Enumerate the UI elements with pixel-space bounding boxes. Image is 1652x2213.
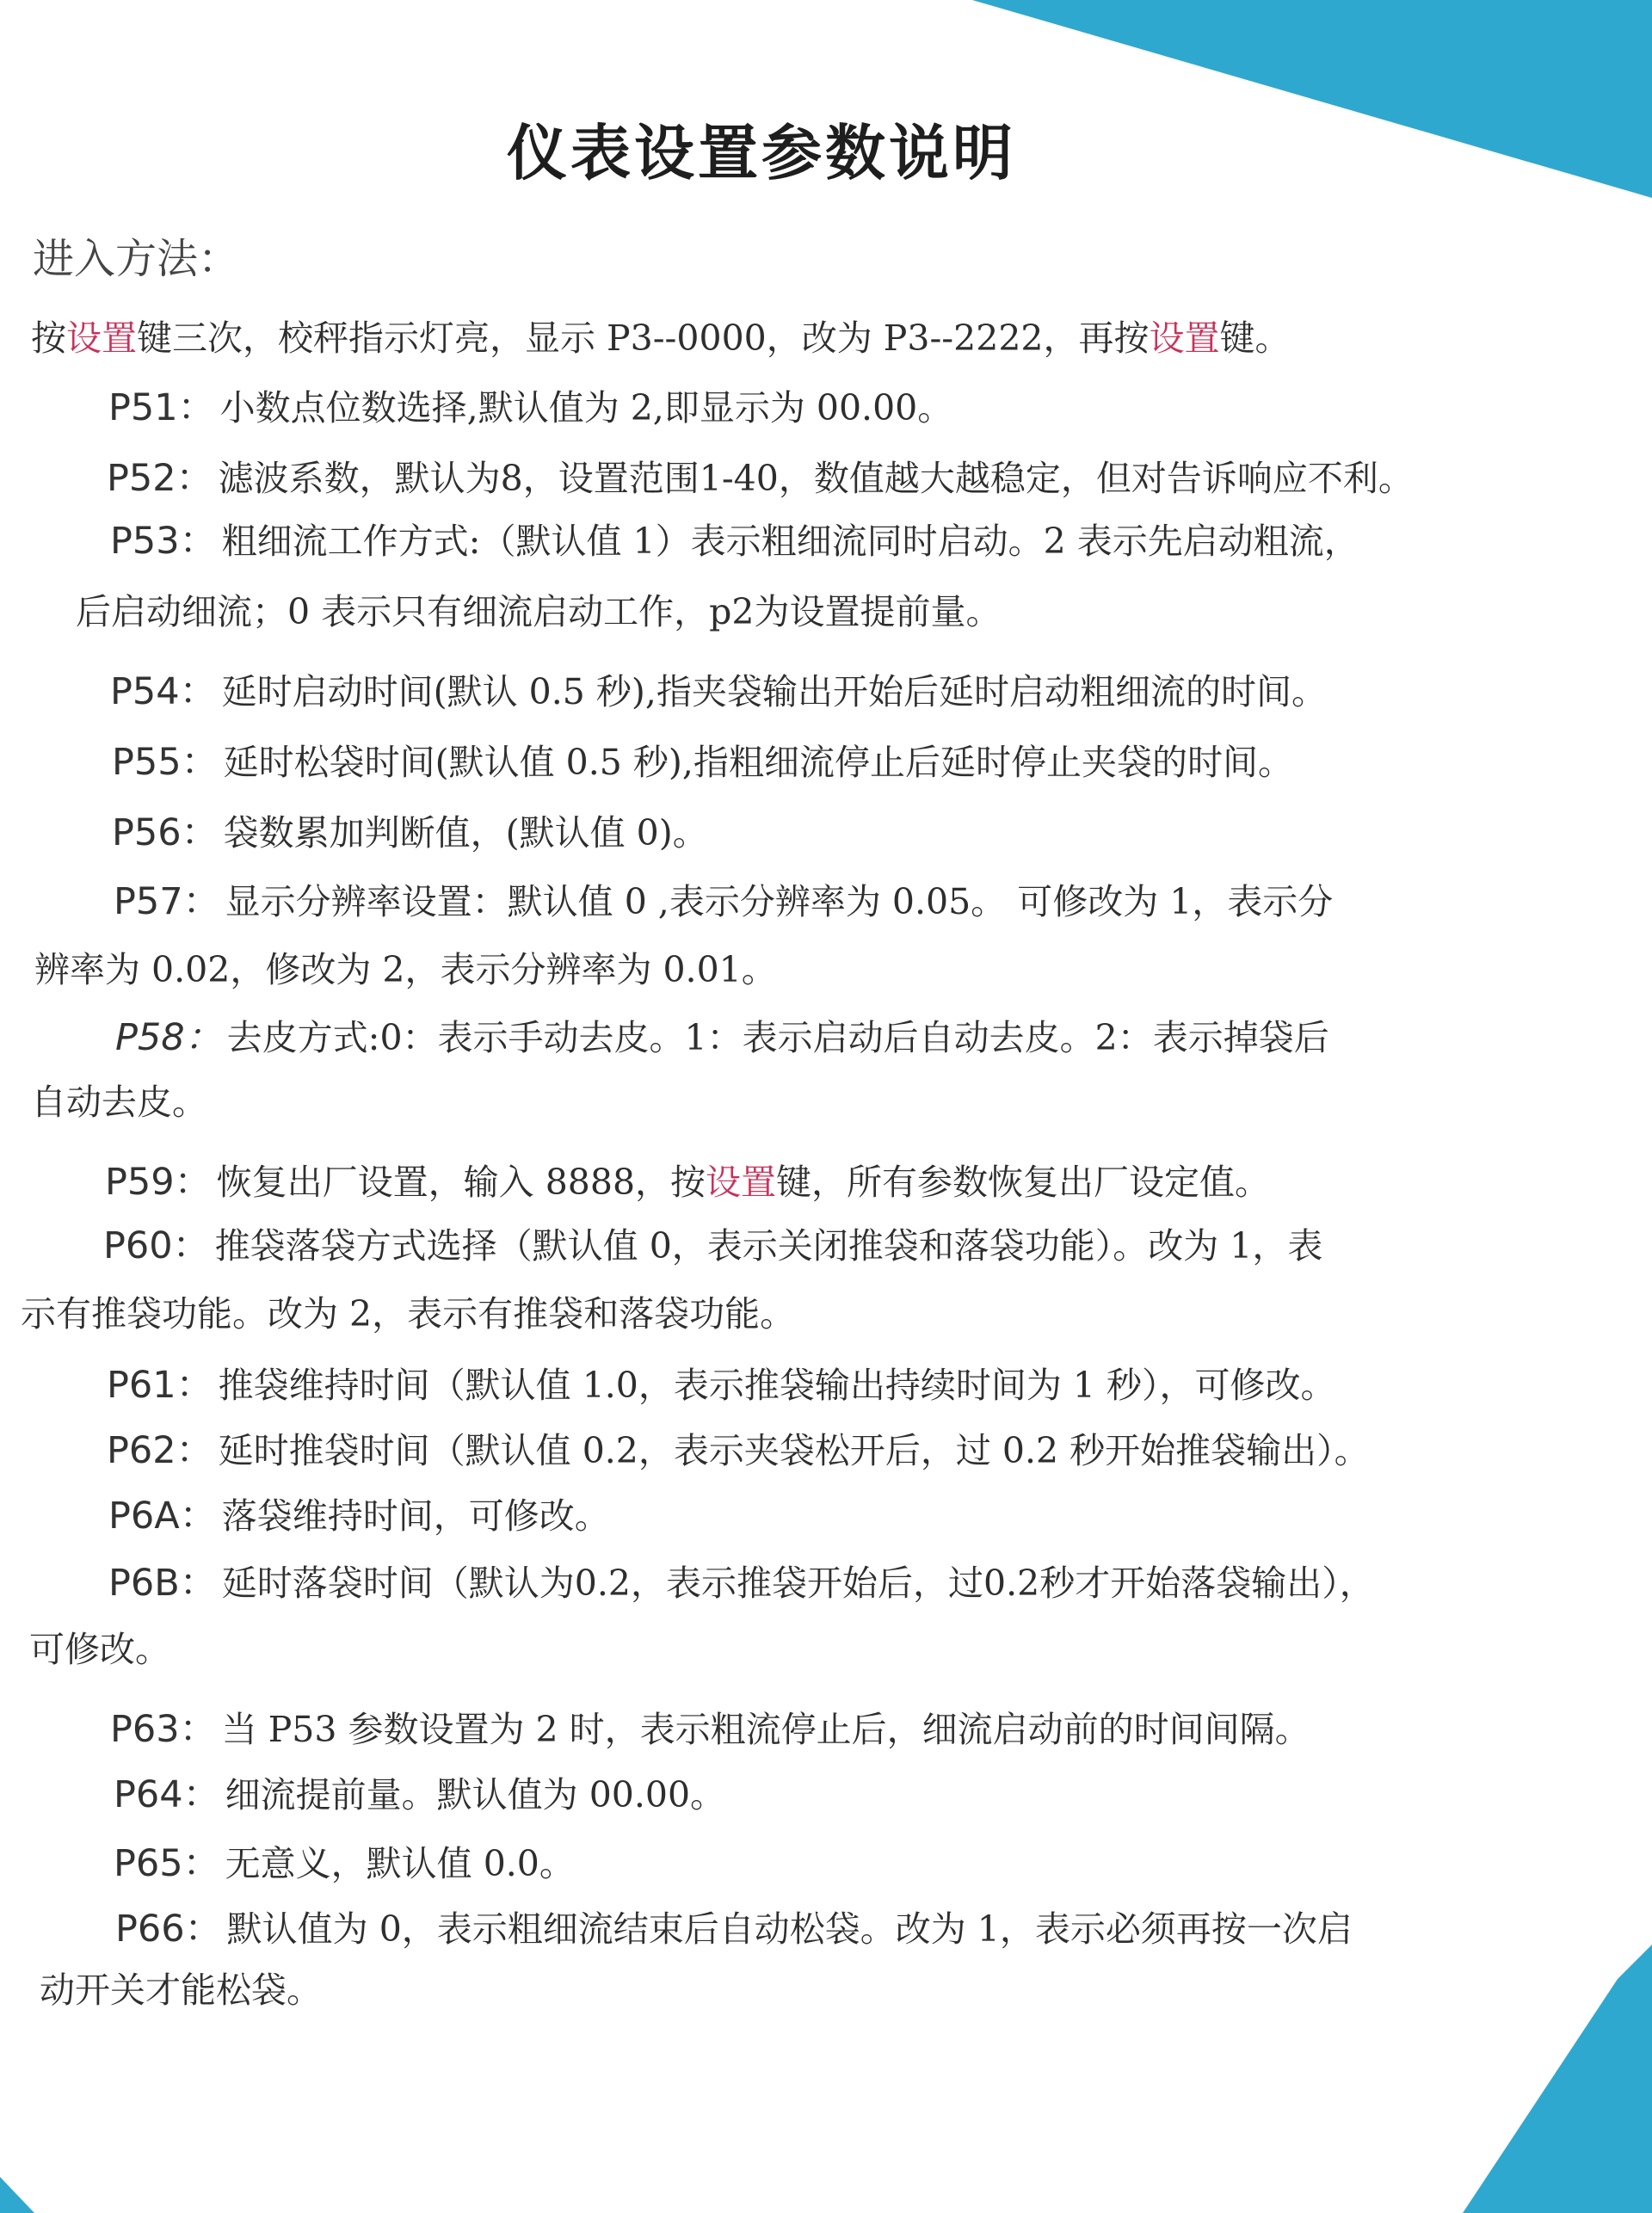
param-p6b: [108, 1554, 1375, 1606]
param-code: P60：: [103, 1224, 210, 1267]
param-p54: [110, 663, 1327, 715]
param-desc: 键，所有参数恢复出厂设定值。: [776, 1162, 1271, 1203]
highlight-settings-key: 设置: [66, 317, 137, 359]
param-p63: [110, 1700, 1310, 1753]
param-p65: [114, 1834, 575, 1887]
param-desc: 显示分辨率设置：默认值 0 ,表示分辨率为 0.05。 可修改为 1，表示分: [225, 881, 1334, 922]
intro-line: [31, 310, 1291, 361]
param-p53: [110, 512, 1359, 564]
highlight-settings-key: 设置: [706, 1162, 777, 1203]
param-desc: 粗细流工作方式:（默认值 1）表示粗细流同时启动。2 表示先启动粗流，: [221, 521, 1359, 562]
entry-heading: 进入方法：: [33, 235, 240, 283]
param-code: P51：: [108, 386, 215, 429]
param-desc: 细流提前量。默认值为 00.00。: [225, 1774, 726, 1815]
param-desc: 无意义，默认值 0.0。: [225, 1843, 575, 1884]
param-desc: 延时落袋时间（默认为0.2，表示推袋开始后，过0.2秒才开始落袋输出），: [221, 1563, 1375, 1604]
param-desc: 当 P53 参数设置为 2 时，表示粗流停止后，细流启动前的时间间隔。: [221, 1709, 1310, 1750]
param-p6a: [108, 1487, 610, 1539]
param-code: P55：: [112, 741, 219, 784]
highlight-settings-key: 设置: [1149, 317, 1220, 359]
param-p66-cont: 动开关才能松袋。: [40, 1970, 322, 2011]
param-code: P6A：: [108, 1495, 217, 1538]
param-desc: 延时启动时间(默认 0.5 秒),指夹袋输出开始后延时启动粗细流的时间。: [221, 671, 1327, 712]
param-p64: [114, 1766, 725, 1818]
param-code: P54：: [110, 670, 217, 713]
intro-text-1: 按: [31, 317, 66, 359]
param-code: P66：: [115, 1908, 222, 1951]
page-title: 仪表设置参数说明: [507, 118, 1016, 188]
param-desc: 延时推袋时间（默认值 0.2，表示夹袋松开后，过 0.2 秒开始推袋输出）。: [218, 1430, 1370, 1471]
param-code: P52：: [107, 457, 213, 500]
param-code: P58：: [115, 1016, 222, 1059]
param-p62: [107, 1421, 1370, 1474]
param-code: P63：: [110, 1708, 217, 1751]
param-p58-cont: 自动去皮。: [31, 1082, 207, 1123]
param-desc: 袋数累加判断值，(默认值 0)。: [223, 812, 708, 854]
param-code: P62：: [107, 1429, 213, 1472]
param-code: P6B：: [108, 1562, 217, 1605]
param-code: P57：: [114, 880, 220, 923]
param-desc: 落袋维持时间，可修改。: [221, 1495, 610, 1537]
param-p56: [112, 804, 708, 856]
param-code: P59：: [105, 1161, 212, 1204]
param-code: P53：: [110, 520, 217, 563]
param-code: P65：: [114, 1842, 220, 1885]
param-p6b-cont: 可修改。: [29, 1629, 170, 1670]
param-p52: [107, 449, 1414, 502]
param-p60: [103, 1217, 1322, 1269]
intro-text-2: 键三次，校秤指示灯亮，显示 P3--0000，改为 P3--2222，再按: [137, 317, 1150, 359]
intro-text-3: 键。: [1219, 317, 1291, 359]
param-desc: 恢复出厂设置，输入 8888，按: [216, 1162, 706, 1203]
param-code: P64：: [114, 1773, 220, 1816]
param-p53-cont: 后启动细流；0 表示只有细流启动工作，p2为设置提前量。: [76, 591, 1002, 632]
param-desc: 小数点位数选择,默认值为 2,即显示为 00.00。: [219, 387, 953, 428]
param-p59: [105, 1153, 1270, 1205]
param-desc: 推袋落袋方式选择（默认值 0，表示关闭推袋和落袋功能）。改为 1，表: [214, 1225, 1323, 1267]
param-desc: 默认值为 0，表示粗细流结束后自动松袋。改为 1，表示必须再按一次启: [226, 1908, 1353, 1950]
param-p61: [107, 1356, 1336, 1409]
param-p58: [115, 1008, 1329, 1061]
param-desc: 延时松袋时间(默认值 0.5 秒),指粗细流停止后延时停止夹袋的时间。: [223, 742, 1293, 783]
param-desc: 滤波系数，默认为8，设置范围1-40，数值越大越稳定，但对告诉响应不利。: [218, 458, 1414, 499]
param-p57: [114, 872, 1333, 925]
param-code: P56：: [112, 811, 219, 854]
param-desc: 推袋维持时间（默认值 1.0，表示推袋输出持续时间为 1 秒），可修改。: [218, 1365, 1336, 1406]
param-code: P61：: [107, 1364, 213, 1407]
param-p55: [112, 733, 1293, 786]
param-p57-cont: 辨率为 0.02，修改为 2，表示分辨率为 0.01。: [34, 949, 777, 990]
param-p60-cont: 示有推袋功能。改为 2，表示有推袋和落袋功能。: [21, 1293, 796, 1335]
param-p51: [108, 379, 952, 431]
param-desc: 去皮方式:0：表示手动去皮。1：表示启动后自动去皮。2：表示掉袋后: [226, 1017, 1329, 1058]
param-p66: [115, 1900, 1353, 1952]
